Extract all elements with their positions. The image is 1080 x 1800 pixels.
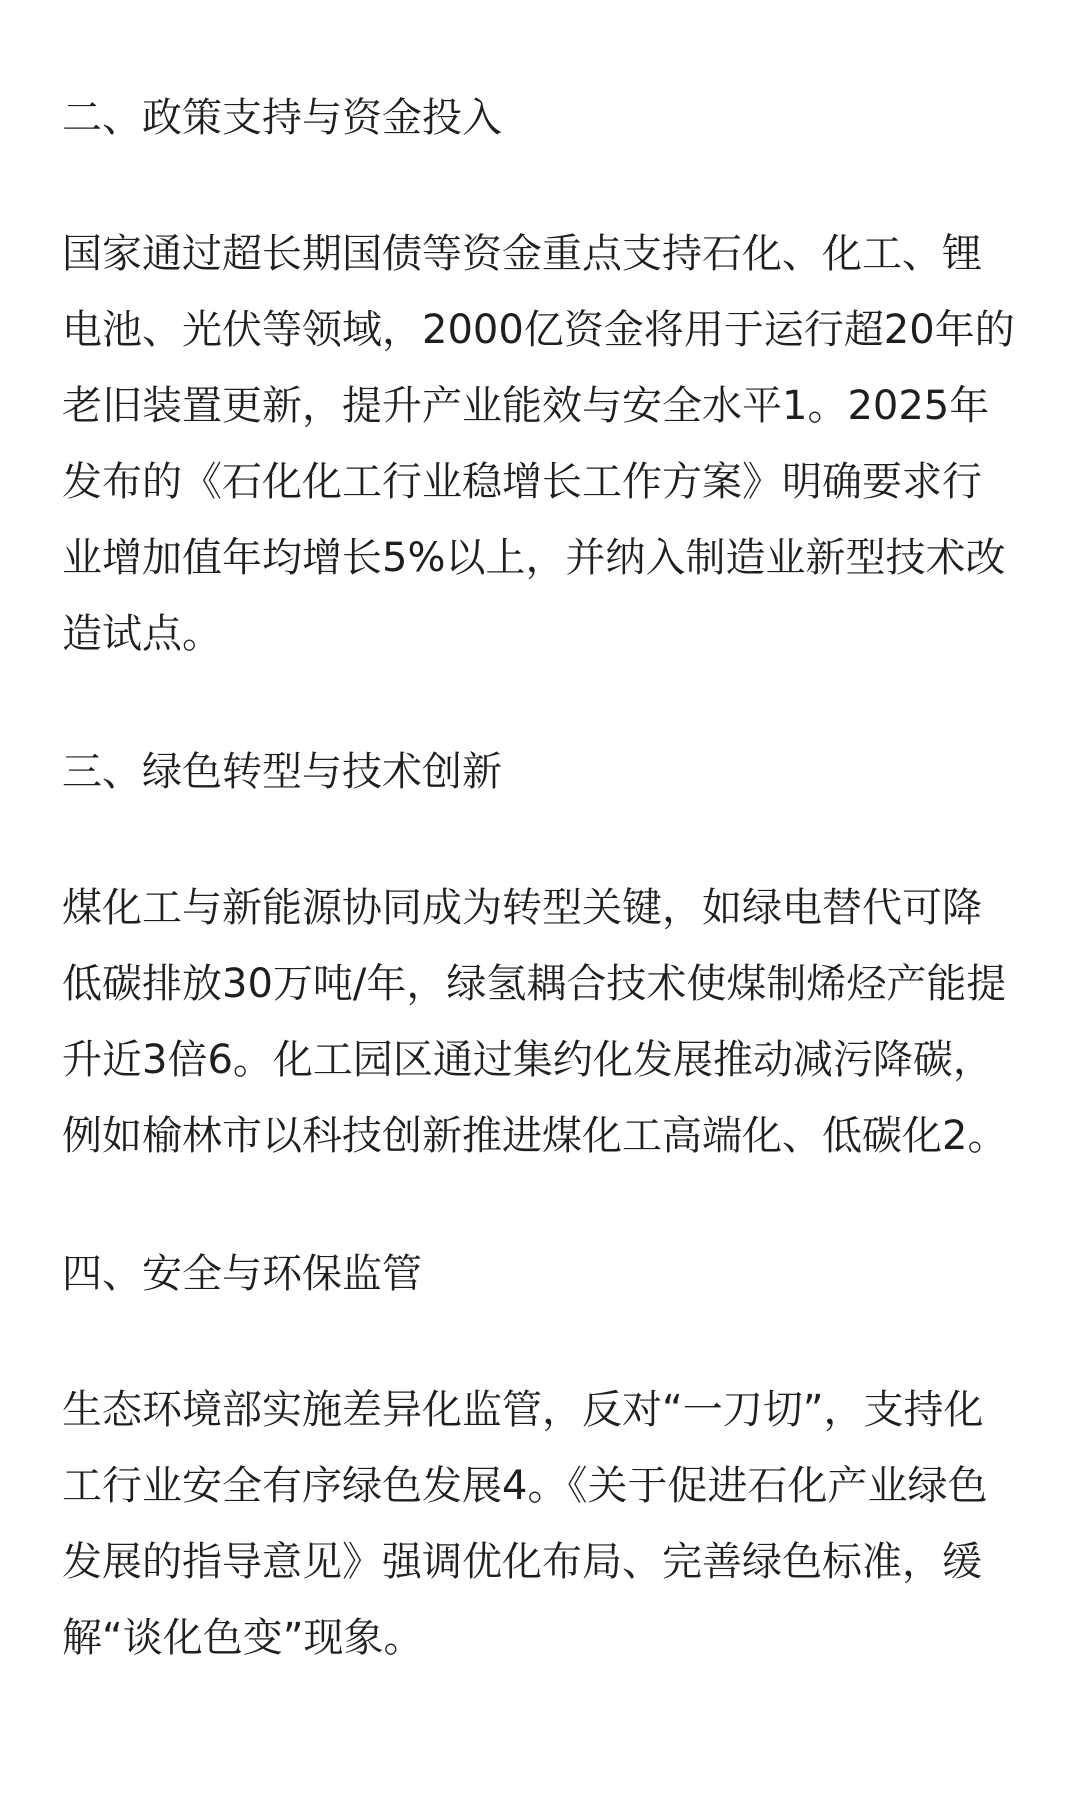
section-green-transformation (62, 734, 1018, 1174)
section-safety-environment (62, 1236, 1018, 1676)
section-heading: 三、绿色转型与技术创新 (62, 749, 502, 795)
section-spacer (62, 672, 1018, 734)
section-heading: 四、安全与环保监管 (62, 1251, 422, 1297)
spacer (62, 1312, 1018, 1372)
spacer (62, 810, 1018, 870)
section-policy-funding (62, 80, 1018, 672)
section-paragraph: 国家通过超长期国债等资金重点支持石化、化工、锂电池、光伏等领域，2000亿资金将用于运行超20年的老旧装置更新，提升产业能效与安全水平1。2025年发布的《石化化工行业稳增长工作方案》明确要求行业增加值年均增长5%以上，并纳入制造业新型技术改造试点。 (62, 231, 1015, 657)
section-spacer (62, 1174, 1018, 1236)
section-paragraph: 生态环境部实施差异化监管，反对“一刀切”，支持化工行业安全有序绿色发展4。《关于促进石化产业绿色发展的指导意见》强调优化布局、完善绿色标准，缓解“谈化色变”现象。 (62, 1387, 988, 1661)
section-heading: 二、政策支持与资金投入 (62, 95, 502, 141)
section-paragraph: 煤化工与新能源协同成为转型关键，如绿电替代可降低碳排放30万吨/年，绿氢耦合技术使煤制烯烃产能提升近3倍6。化工园区通过集约化发展推动减污降碳，例如榆林市以科技创新推进煤化工高端化、低碳化2。 (62, 885, 1008, 1159)
spacer (62, 156, 1018, 216)
